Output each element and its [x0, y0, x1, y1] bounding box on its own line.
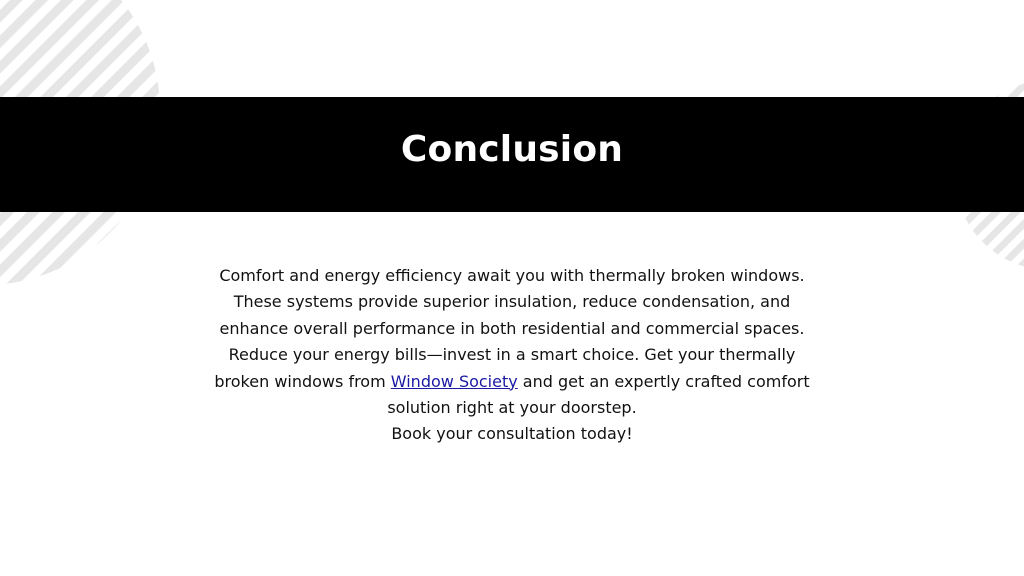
window-society-link[interactable]: Window Society	[390, 371, 518, 391]
conclusion-body	[200, 263, 824, 448]
paragraph-call-to-action	[200, 342, 824, 421]
slide-title: Conclusion	[400, 129, 624, 170]
paragraph-benefits: Comfort and energy efficiency await you with thermally broken windows. These systems provide superior insulation, reduce condensation, and enhance overall performance in both residential and commercial spaces.	[219, 266, 805, 338]
paragraph-cta-text-after: and get an expertly crafted comfort solution right at your doorstep.	[387, 371, 810, 418]
paragraph-book-consultation: Book your consultation today!	[391, 424, 633, 444]
paragraph-cta-text-before: Reduce your energy bills—invest in a smart choice. Get your thermally broken windows from	[214, 345, 796, 391]
